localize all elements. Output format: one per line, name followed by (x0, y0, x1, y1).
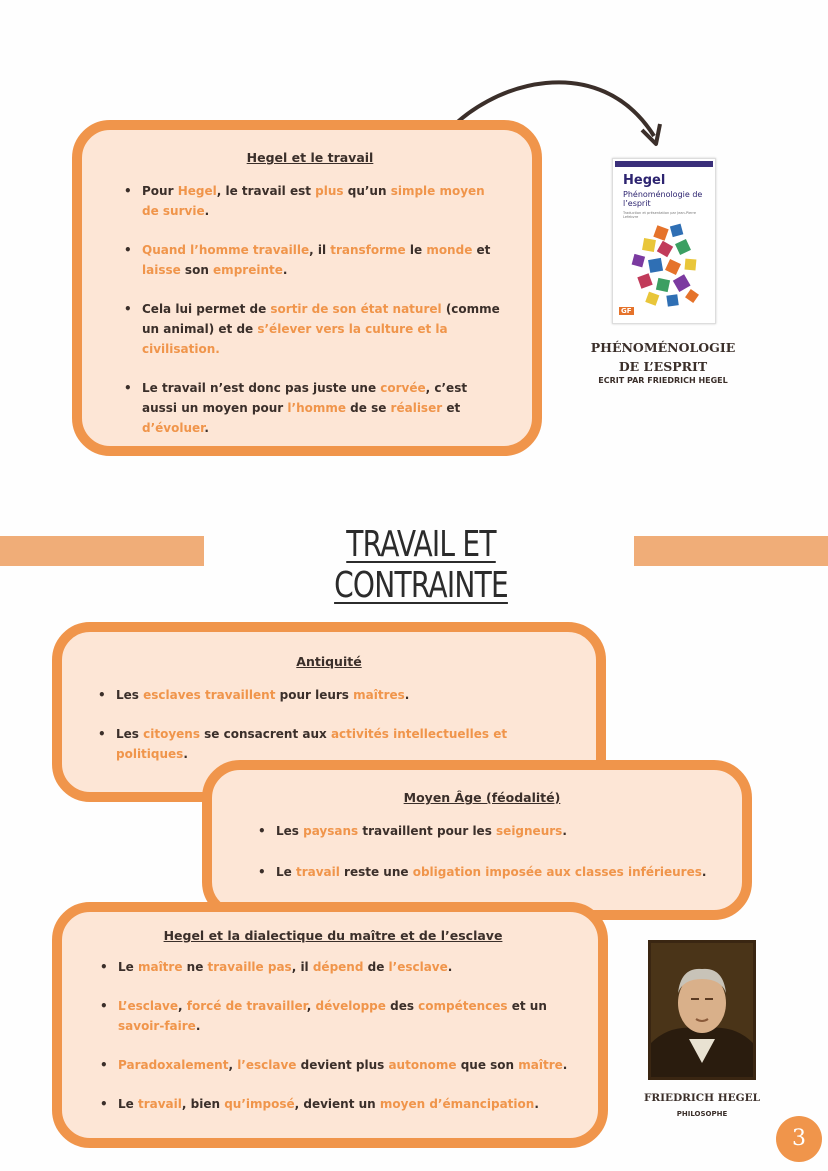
bullet-item: • Les citoyens se consacrent aux activités intellectuelles et politiques. (116, 724, 566, 764)
book-cover-author: Hegel (623, 173, 666, 188)
bullet-item: • L’esclave, forcé de travailler, développe des compétences et un savoir-faire. (118, 996, 572, 1036)
book-cover (612, 158, 716, 324)
page-number-badge: 3 (776, 1116, 822, 1162)
hegel-travail-box (72, 120, 542, 456)
bullet-item: • Le maître ne travaille pas, il dépend de l’esclave. (118, 957, 572, 977)
book-cover-title: Phénoménologie de l’esprit (623, 190, 703, 208)
section-stripe-right (634, 536, 828, 566)
book-caption-subtitle: ECRIT PAR FRIEDRICH HEGEL (598, 376, 728, 385)
hegel-portrait (648, 940, 756, 1080)
book-publisher-logo: GF (621, 307, 632, 315)
dialectique-list (94, 957, 572, 1114)
section-stripe-left (0, 536, 204, 566)
bullet-item: • Le travail n’est donc pas juste une corvée, c’est aussi un moyen pour l’homme de se réaliser et d’évoluer. (142, 378, 502, 438)
section-title: TRAVAIL ET CONTRAINTE (334, 524, 508, 606)
bullet-item: • Pour Hegel, le travail est plus qu’un simple moyen de survie. (142, 181, 502, 221)
book-cover-subtitle: Traduction et présentation par Jean-Pierre Lefebvre (623, 211, 697, 219)
portrait-caption-name: FRIEDRICH HEGEL (643, 1092, 761, 1104)
bullet-item: • Quand l’homme travaille, il transforme le monde et laisse son empreinte. (142, 240, 502, 280)
dialectique-title: Hegel et la dialectique du maître et de l’esclave (163, 928, 503, 943)
moyen-age-title: Moyen Âge (féodalité) (403, 790, 561, 805)
bullet-item: • Paradoxalement, l’esclave devient plus autonome que son maître. (118, 1055, 572, 1075)
hegel-portrait-image (651, 943, 753, 1077)
bullet-item: • Les esclaves travaillent pour leurs maîtres. (116, 685, 566, 705)
moyen-age-list (252, 821, 712, 882)
portrait-caption-role: PHILOSOPHE (676, 1110, 728, 1118)
bullet-item: • Les paysans travaillent pour les seigneurs. (276, 821, 712, 841)
hegel-travail-list (118, 181, 502, 438)
dialectique-box (52, 902, 608, 1148)
bullet-item: • Le travail, bien qu’imposé, devient un moyen d’émancipation. (118, 1094, 572, 1114)
hegel-travail-title: Hegel et le travail (246, 150, 374, 165)
antiquite-title: Antiquité (296, 654, 362, 669)
moyen-age-box (202, 760, 752, 920)
bullet-item: • Cela lui permet de sortir de son état naturel (comme un animal) et de s’élever vers la culture et la civilisation. (142, 299, 502, 359)
bullet-item: • Le travail reste une obligation imposée aux classes inférieures. (276, 862, 712, 882)
book-cover-cubes-image (625, 221, 707, 309)
antiquite-list (92, 685, 566, 764)
book-caption-title: PHÉNOMÉNOLOGIE DE L’ESPRIT (590, 340, 736, 374)
